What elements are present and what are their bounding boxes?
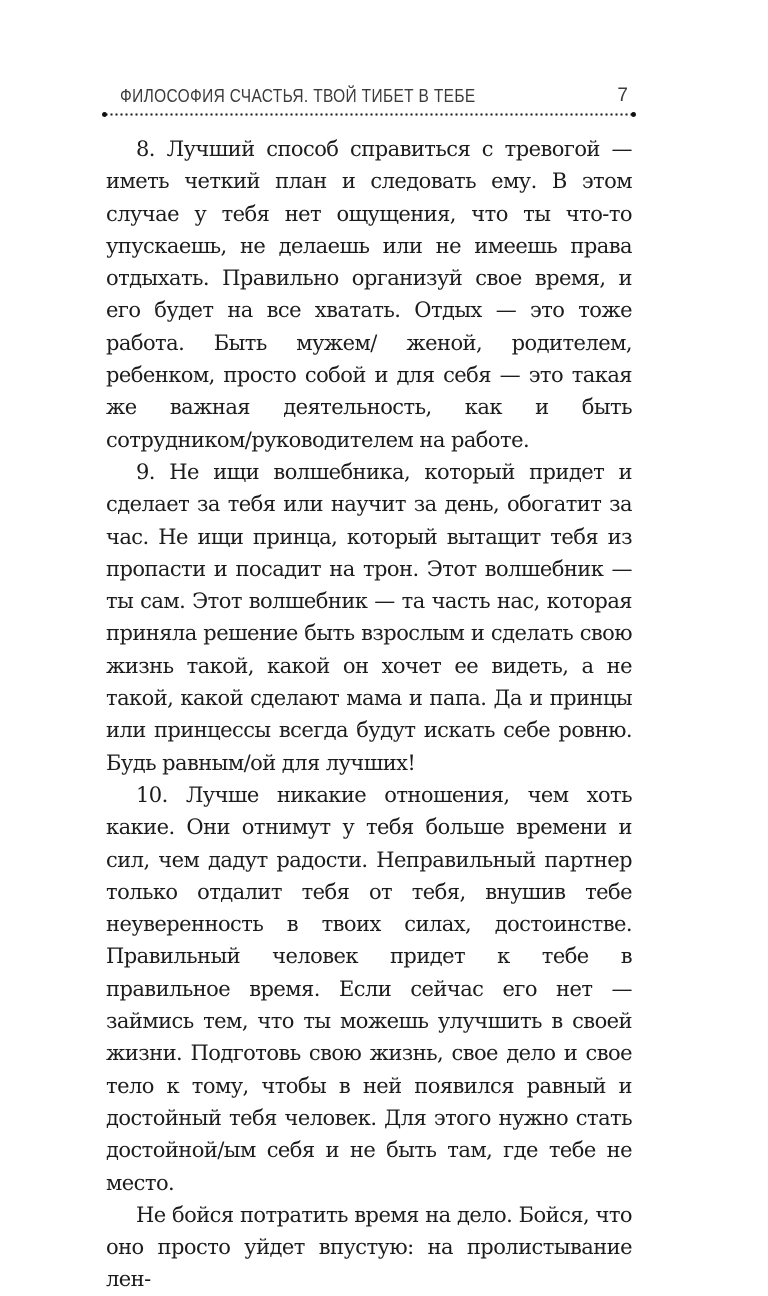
paragraph-item-10: 10. Лучше никакие отношения, чем хоть какие. Они отнимут у тебя больше времени и сил, чем дадут радости. Неправильный партнер только отдалит тебя от тебя, внушив тебе неуверенность в твоих силах, достоинстве. Правильный человек придет к тебе в правильное время. Если сейчас его нет — займись тем, что ты можешь улучшить в своей жизни. Подготовь свою жизнь, свое дело и свое тело к тому, чтобы в ней появился равный и достойный тебя человек. Для этого нужно стать достойной/ым себя и не быть там, где тебе не место. [106, 782, 632, 1195]
paragraph-item-8: 8. Лучший способ справиться с тревогой — иметь четкий план и следовать ему. В этом случае у тебя нет ощущения, что ты что-то упускаешь, не делаешь или не имеешь права отдыхать. Правильно организуй свое время, и его будет на все хватать. Отдых — это тоже работа. Быть мужем/ женой, родителем, ребенком, просто собой и для себя — это такая же важная деятельность, как и быть сотрудником/руководителем на работе. [106, 137, 632, 452]
paragraph-continuation: Не бойся потратить время на дело. Бойся, что оно просто уйдет впустую: на пролистывание лен- [106, 1202, 632, 1292]
page-number: 7 [617, 85, 628, 106]
body-text [106, 133, 632, 1296]
paragraph-item-9: 9. Не ищи волшебника, который придет и сделает за тебя или научит за день, обогатит за час. Не ищи принца, который вытащит тебя из пропасти и посадит на трон. Этот волшебник — ты сам. Этот волшебник — та часть нас, которая приняла решение быть взрослым и сделать свою жизнь такой, какой он хочет ее видеть, а не такой, какой сделают мама и папа. Да и принцы или принцессы всегда будут искать себе ровню. Будь равным/ой для лучших! [106, 459, 632, 775]
page-header [104, 84, 632, 110]
dotted-header-rule [104, 113, 634, 116]
running-title: ФИЛОСОФИЯ СЧАСТЬЯ. ТВОЙ ТИБЕТ В ТЕБЕ [120, 86, 476, 106]
